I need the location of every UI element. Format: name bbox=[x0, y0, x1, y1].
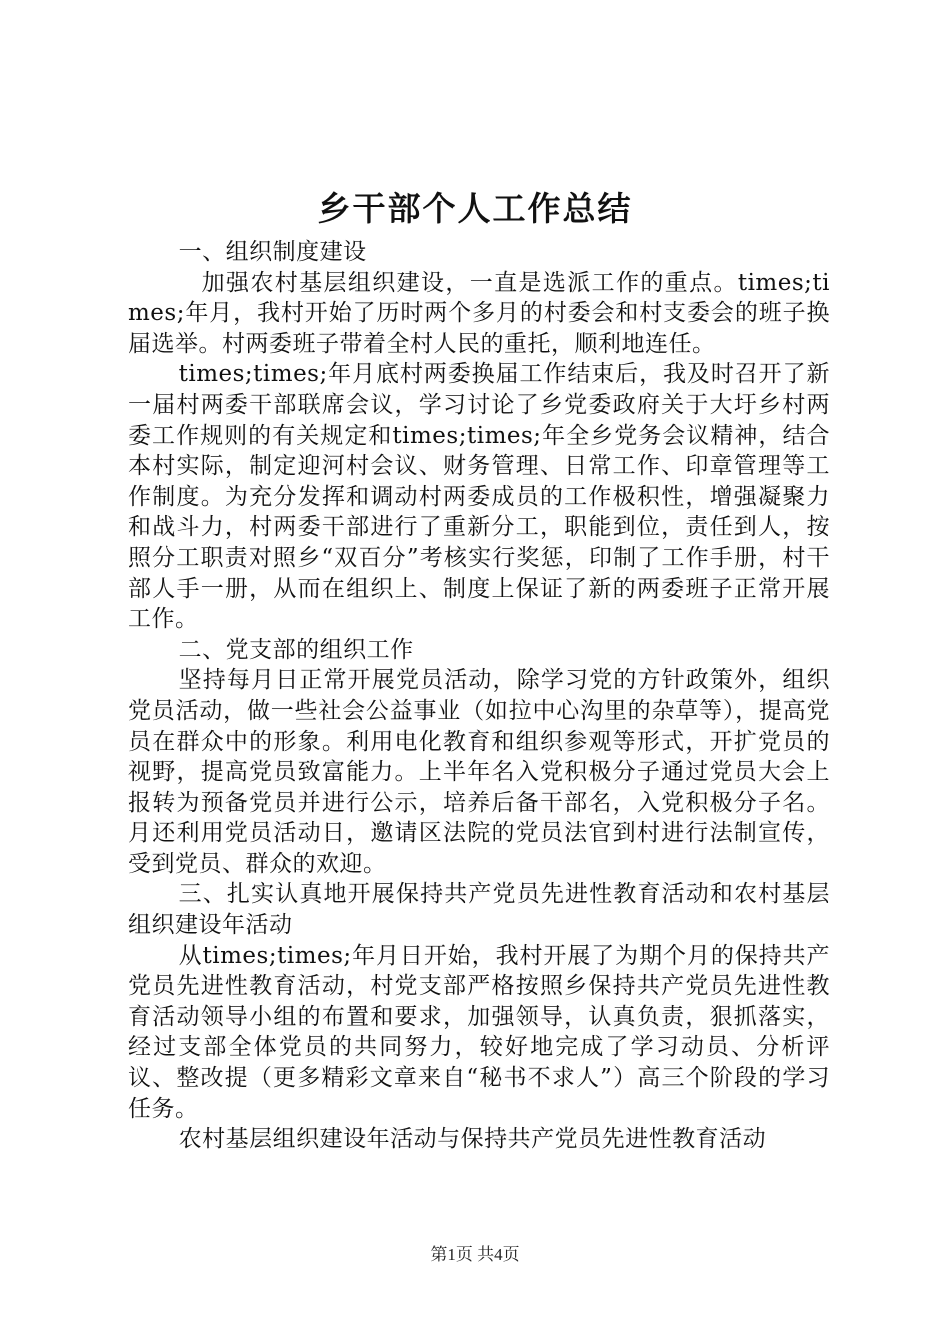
paragraph-4: 从times;times;年月日开始，我村开展了为期个月的保持共产党员先进性教育活动，村党支部严格按照乡保持共产党员先进性教育活动领导小组的布置和要求，加强领导，认真负责，狠抓落实，经过支部全体党员的共同努力，较好地完成了学习动员、分析评议、整改提（更多精彩文章来自“秘书不求人”）高三个阶段的学习任务。 bbox=[128, 942, 830, 1122]
section-heading-3: 三、扎实认真地开展保持共产党员先进性教育活动和农村基层组织建设年活动 bbox=[128, 881, 830, 939]
paragraph-3: 坚持每月日正常开展党员活动，除学习党的方针政策外，组织党员活动，做一些社会公益事业（如拉中心沟里的杂草等），提高党员在群众中的形象。利用电化教育和组织参观等形式，开扩党员的视野，提高党员致富能力。上半年名入党积极分子通过党员大会上报转为预备党员并进行公示，培养后备干部名，入党积极分子名。月还利用党员活动日，邀请区法院的党员法官到村进行法制宣传，受到党员、群众的欢迎。 bbox=[128, 667, 830, 877]
document-body bbox=[128, 237, 830, 1155]
section-heading-2: 二、党支部的组织工作 bbox=[178, 636, 414, 663]
page-number-footer: 第1页 共4页 bbox=[430, 1245, 520, 1264]
paragraph-2: times;times;年月底村两委换届工作结束后，我及时召开了新一届村两委干部联席会议，学习讨论了乡党委政府关于大圩乡村两委工作规则的有关规定和times;times;年全乡党务会议精神，结合本村实际，制定迎河村会议、财务管理、日常工作、印章管理等工作制度。为充分发挥和调动村两委成员的工作极积性，增强凝聚力和战斗力，村两委干部进行了重新分工，职能到位，责任到人，按照分工职责对照乡“双百分”考核实行奖惩，印制了工作手册，村干部人手一册，从而在组织上、制度上保证了新的两委班子正常开展工作。 bbox=[128, 361, 830, 633]
paragraph-1: 加强农村基层组织建设，一直是选派工作的重点。times;times;年月，我村开始了历时两个多月的村委会和村支委会的班子换届选举。村两委班子带着全村人民的重托，顺利地连任。 bbox=[128, 269, 830, 357]
document-title: 乡干部个人工作总结 bbox=[317, 189, 633, 228]
section-heading-1: 一、组织制度建设 bbox=[178, 239, 367, 265]
paragraph-5: 农村基层组织建设年活动与保持共产党员先进性教育活动 bbox=[178, 1126, 767, 1153]
